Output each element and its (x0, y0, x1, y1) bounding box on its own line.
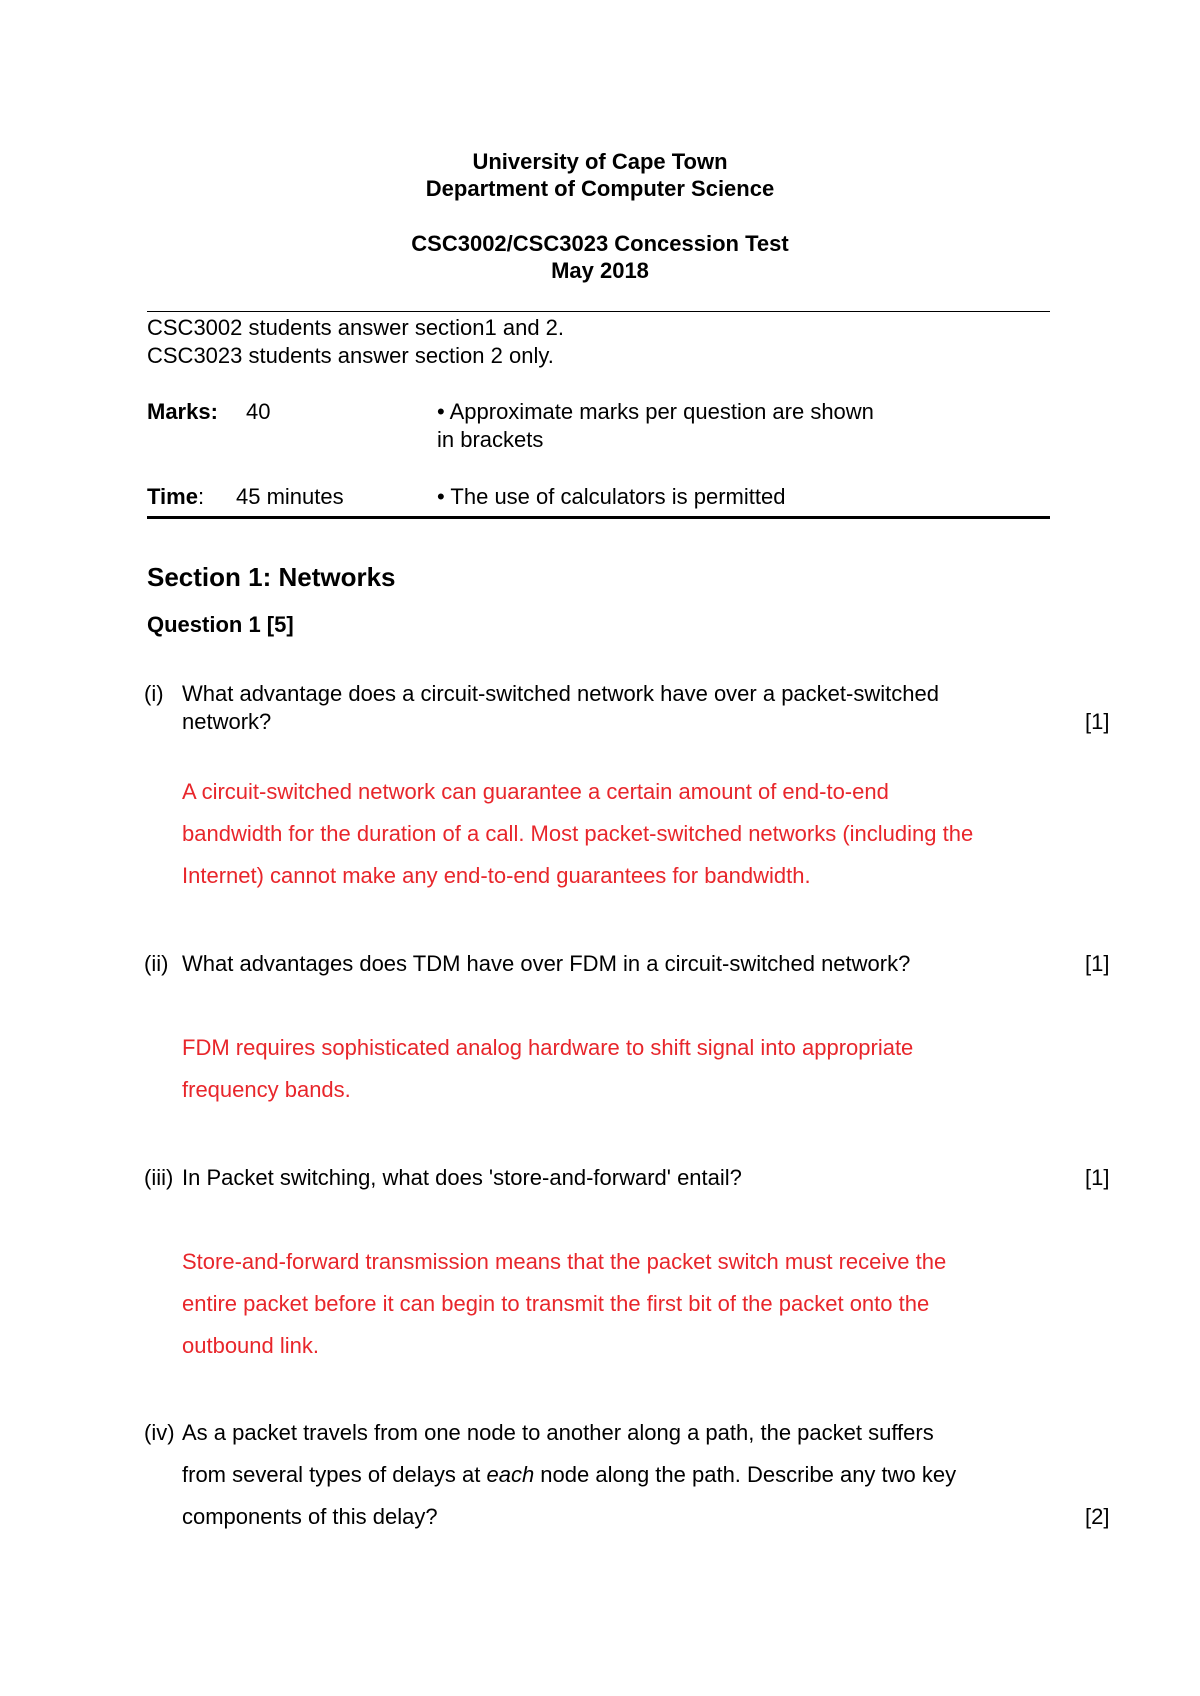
header-divider (147, 311, 1050, 312)
part-mark: [1] (1085, 951, 1110, 976)
university-name: University of Cape Town (472, 149, 728, 174)
answer-line: frequency bands. (182, 1077, 351, 1102)
part-question-line (182, 1454, 956, 1496)
question-title: Question 1 [5] (147, 612, 294, 637)
part-question-line: components of this delay? (182, 1504, 438, 1529)
part-number: (i) (144, 681, 164, 706)
test-date: May 2018 (551, 258, 649, 283)
part-mark: [1] (1085, 709, 1110, 734)
answer-line: outbound link. (182, 1333, 319, 1358)
marks-label: Marks: (147, 399, 218, 424)
part-question-line: network? (182, 709, 272, 734)
emphasis-text: each (486, 1462, 535, 1487)
part-question-line: As a packet travels from one node to another along a path, the packet suffers (182, 1420, 934, 1445)
meta-divider (147, 516, 1050, 519)
marks-value: 40 (246, 399, 271, 424)
time-label: Time (147, 484, 198, 509)
section-title: Section 1: Networks (147, 562, 396, 592)
answer-line: FDM requires sophisticated analog hardware to shift signal into appropriate (182, 1035, 914, 1060)
marks-note-line-1: • Approximate marks per question are shown (437, 399, 874, 424)
part-question-line: In Packet switching, what does 'store-and-forward' entail? (182, 1165, 742, 1190)
answer-line: A circuit-switched network can guarantee a certain amount of end-to-end (182, 779, 889, 804)
time-colon: : (197, 484, 205, 509)
time-note: • The use of calculators is permitted (437, 484, 786, 509)
test-title: CSC3002/CSC3023 Concession Test (411, 231, 789, 256)
department-name: Department of Computer Science (425, 176, 775, 201)
part-mark: [1] (1085, 1165, 1110, 1190)
part-mark: [2] (1085, 1504, 1110, 1529)
answer-line: Store-and-forward transmission means that the packet switch must receive the (182, 1249, 947, 1274)
time-value: 45 minutes (236, 484, 344, 509)
answer-line: entire packet before it can begin to transmit the first bit of the packet onto the (182, 1291, 930, 1316)
part-number: (ii) (144, 951, 169, 976)
time-label-group (147, 483, 204, 511)
part-question-text: node along the path. Describe any two key (534, 1462, 957, 1487)
part-question-text: from several types of delays at (182, 1462, 487, 1487)
marks-note-line-2: in brackets (437, 427, 544, 452)
part-number: (iv) (144, 1420, 175, 1445)
instruction-line-1: CSC3002 students answer section1 and 2. (147, 315, 565, 340)
part-question-line: What advantage does a circuit-switched network have over a packet-switched (182, 681, 939, 706)
instruction-line-2: CSC3023 students answer section 2 only. (147, 343, 554, 368)
part-number: (iii) (144, 1165, 174, 1190)
answer-line: bandwidth for the duration of a call. Most packet-switched networks (including the (182, 821, 974, 846)
answer-line: Internet) cannot make any end-to-end guarantees for bandwidth. (182, 863, 811, 888)
part-question-line: What advantages does TDM have over FDM in a circuit-switched network? (182, 951, 911, 976)
